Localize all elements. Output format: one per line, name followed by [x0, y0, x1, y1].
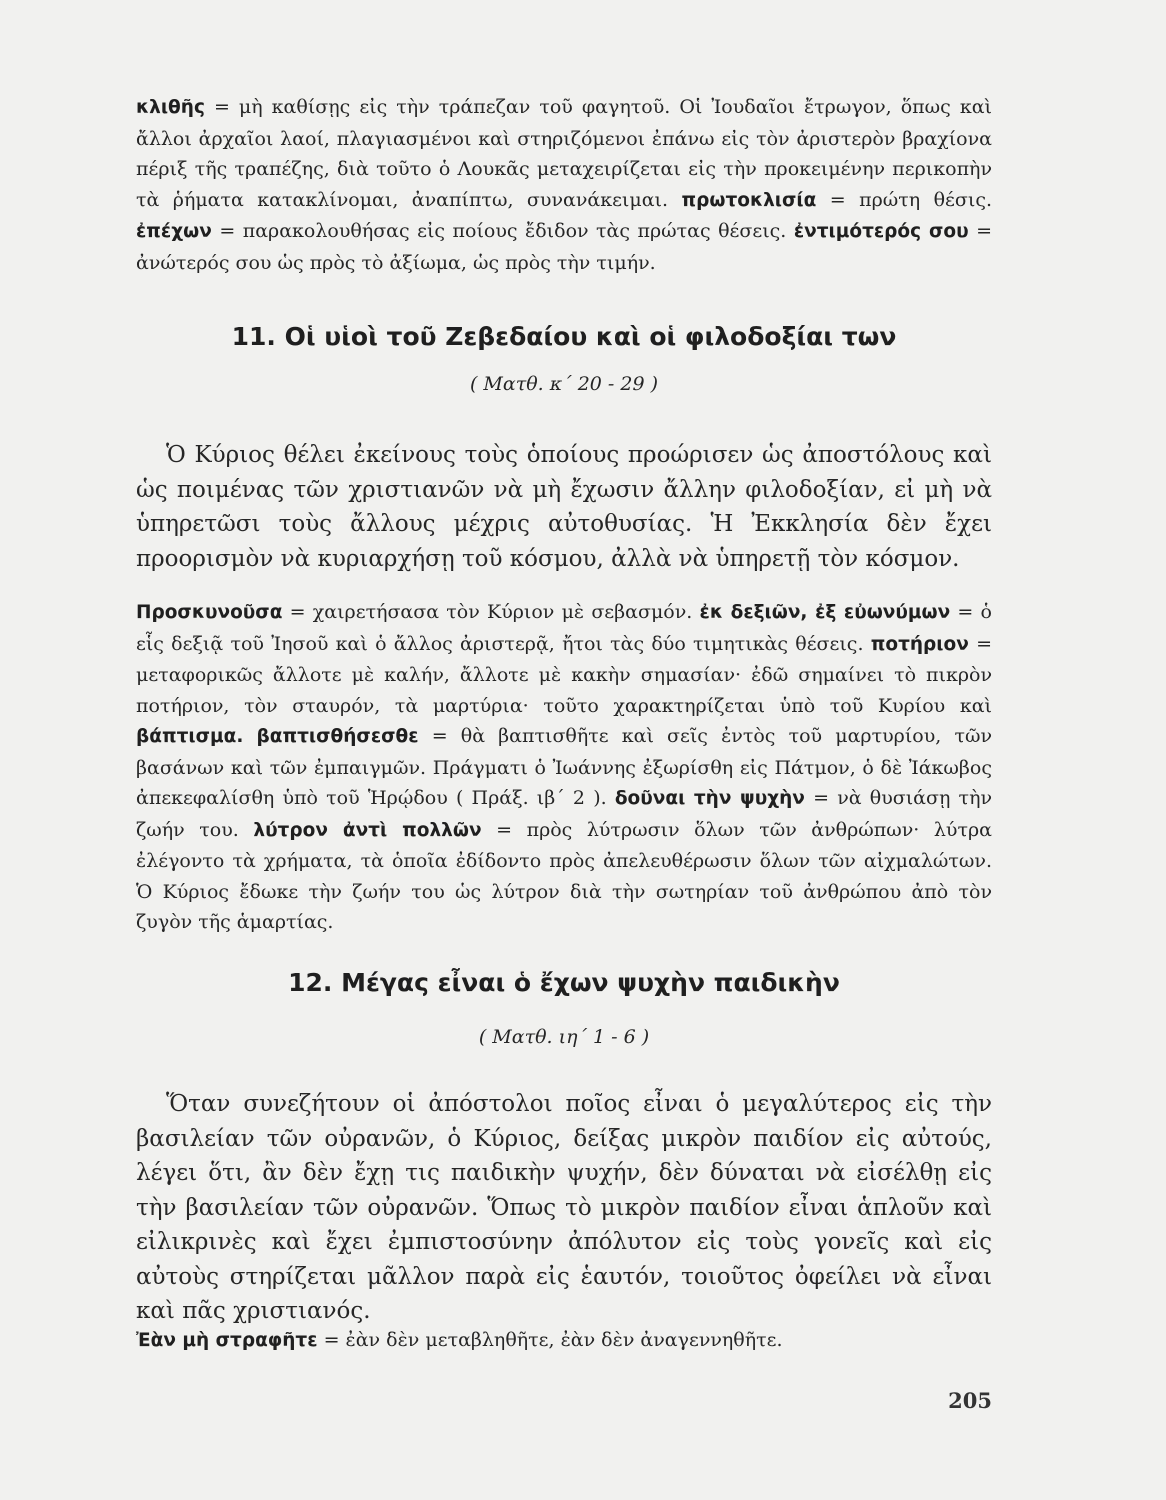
gloss-text: = πρὸς λύτρωσιν ὅλων τῶν ἀνθρώπων· λύτρα ἐλέγοντο τὰ χρήματα, τὰ ὁποῖα ἐδίδοντο πρὸς ἀπελευθέρωσιν ὅλων τῶν αἰχμαλώτων. Ὁ Κύριος ἔδωκε τὴν ζωήν του ὡς λύτρον διὰ τὴν σωτηρίαν τοῦ ἀνθρώπου ἀπὸ τὸν ζυγὸν τῆς ἁμαρτίας.: [136, 818, 992, 933]
gloss-term: Ἐὰν μὴ στραφῆτε: [136, 1330, 318, 1351]
gloss-paragraph: [136, 597, 992, 938]
section-12-heading: 12. Μέγας εἶναι ὁ ἔχων ψυχὴν παιδικὴν: [288, 968, 840, 997]
gloss-term: βάπτισμα.: [136, 726, 244, 747]
gloss-term: Προσκυνοῦσα: [136, 602, 283, 623]
gloss-term: ἐπέχων: [136, 221, 212, 242]
section-12-gloss: [136, 1325, 992, 1357]
page-number: 205: [948, 1388, 992, 1413]
gloss-term: λύτρον ἀντὶ πολλῶν: [253, 819, 482, 841]
gloss-term: ἐντιμότερός σου: [793, 221, 969, 242]
gloss-text: = ἀνώτερός σου ὡς πρὸς τὸ ἀξίωμα, ὡς πρὸς τὴν τιμήν.: [136, 220, 993, 274]
gloss-paragraph: [136, 1325, 992, 1357]
section-11-gloss: [136, 597, 992, 938]
section-12-reference: ( Ματθ. ιη΄ 1 - 6 ): [478, 1026, 650, 1048]
section-12-body: [136, 1087, 992, 1329]
gloss-text: = πρώτη θέσις.: [816, 188, 993, 211]
gloss-text: = ἐὰν δὲν μεταβληθῆτε, ἐὰν δὲν ἀναγεννηθῆτε.: [317, 1329, 783, 1351]
gloss-text: = νὰ θυσιάσῃ τὴν ζωήν του.: [136, 787, 992, 841]
gloss-text: = ὁ εἷς δεξιᾷ τοῦ Ἰησοῦ καὶ ὁ ἄλλος ἀριστερᾷ, ἤτοι τὰς δύο τιμητικὰς θέσεις.: [136, 601, 993, 655]
body-paragraph: Ὁ Κύριος θέλει ἐκείνους τοὺς ὁποίους προώρισεν ὡς ἀποστόλους καὶ ὡς ποιμένας τῶν χριστιανῶν νὰ μὴ ἔχωσιν ἄλλην φιλοδοξίαν, εἰ μὴ νὰ ὑπηρετῶσι τοὺς ἄλλους μέχρις αὐτοθυσίας. Ἡ Ἐκκλησία δὲν ἔχει προορισμὸν νὰ κυριαρχήσῃ τοῦ κόσμου, ἀλλὰ νὰ ὑπηρετῇ τὸν κόσμον.: [136, 442, 992, 572]
section-11-reference: ( Ματθ. κ΄ 20 - 29 ): [469, 373, 659, 395]
gloss-text: = μεταφορικῶς ἄλλοτε μὲ καλήν, ἄλλοτε μὲ κακὴν σημασίαν· ἐδῶ σημαίνει τὸ πικρὸν ποτήριον, τὸν σταυρόν, τὰ μαρτύρια· τοῦτο χαρακτηρίζεται ὑπὸ τοῦ Κυρίου καὶ: [136, 632, 992, 717]
gloss-term: ποτήριον: [870, 633, 969, 655]
gloss-term: βαπτισθήσεσθε: [256, 726, 419, 747]
gloss-top: [136, 92, 992, 278]
gloss-term: δοῦναι τὴν ψυχὴν: [614, 788, 805, 809]
gloss-text: [243, 725, 256, 747]
section-11-body: [136, 438, 992, 576]
gloss-term: κλιθῆς: [136, 97, 205, 118]
gloss-text: = μὴ καθίσῃς εἰς τὴν τράπεζαν τοῦ φαγητοῦ. Οἱ Ἰουδαῖοι ἔτρωγον, ὅπως καὶ ἄλλοι ἀρχαῖοι λαοί, πλαγιασμένοι καὶ στηριζόμενοι ἐπάνω εἰς τὸν ἀριστερὸν βραχίονα πέριξ τῆς τραπέζης, διὰ τοῦτο ὁ Λουκᾶς μεταχειρίζεται εἰς τὴν προκειμένην περικοπὴν τὰ ῥήματα κατακλίνομαι, ἀναπίπτω, συνανάκειμαι.: [136, 96, 992, 211]
body-paragraph: Ὅταν συνεζήτουν οἱ ἀπόστολοι ποῖος εἶναι ὁ μεγαλύτερος εἰς τὴν βασιλείαν τῶν οὐρανῶν, ὁ Κύριος, δείξας μικρὸν παιδίον εἰς αὐτούς, λέγει ὅτι, ἂν δὲν ἔχῃ τις παιδικὴν ψυχήν, δὲν δύναται νὰ εἰσέλθῃ εἰς τὴν βασιλείαν τῶν οὐρανῶν. Ὅπως τὸ μικρὸν παιδίον εἶναι ἁπλοῦν καὶ εἰλικρινὲς καὶ ἔχει ἐμπιστοσύνην ἀπόλυτον εἰς τοὺς γονεῖς καὶ εἰς αὐτοὺς στηρίζεται μᾶλλον παρὰ εἰς ἑαυτόν, τοιοῦτος ὀφείλει νὰ εἶναι καὶ πᾶς χριστιανός.: [136, 1091, 992, 1324]
gloss-term: πρωτοκλισία: [681, 189, 817, 211]
section-11-heading: 11. Οἱ υἱοὶ τοῦ Ζεβεδαίου καὶ οἱ φιλοδοξίαι των: [231, 322, 897, 351]
gloss-text: = θὰ βαπτισθῆτε καὶ σεῖς ἐντὸς τοῦ μαρτυρίου, τῶν βασάνων καὶ τῶν ἐμπαιγμῶν. Πράγματι ὁ Ἰωάννης ἐξωρίσθη εἰς Πάτμον, ὁ δὲ Ἰάκωβος ἀπεκεφαλίσθη ὑπὸ τοῦ Ἡρῴδου ( Πράξ. ιβ΄ 2 ).: [136, 725, 992, 809]
gloss-text: = παρακολουθήσας εἰς ποίους ἔδιδον τὰς πρώτας θέσεις.: [211, 220, 794, 242]
gloss-term: ἐκ δεξιῶν, ἐξ εὐωνύμων: [699, 602, 951, 623]
gloss-paragraph: [136, 92, 992, 278]
gloss-text: = χαιρετήσασα τὸν Κύριον μὲ σεβασμόν.: [282, 601, 700, 623]
